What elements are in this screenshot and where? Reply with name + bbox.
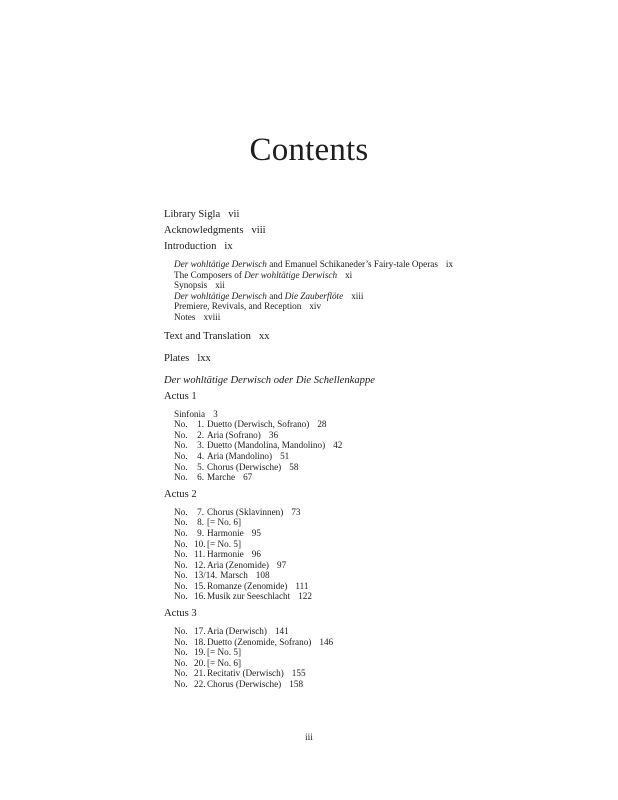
entry-no-prefix: No. xyxy=(174,679,188,690)
entry-page: 28 xyxy=(317,419,327,430)
entry-label: Recitativ (Derwisch) xyxy=(207,668,284,679)
entry-label: Marche xyxy=(207,472,236,483)
toc-subentry-text: Synopsis xyxy=(174,280,208,291)
entry-page: 141 xyxy=(274,626,289,637)
table-of-contents xyxy=(164,207,584,690)
entry-label: Duetto (Derwisch, Sofrano) xyxy=(207,419,310,430)
entry-number: 17. xyxy=(194,626,206,637)
entry-no-prefix: No. xyxy=(174,580,188,591)
toc-subentry[interactable] xyxy=(164,517,584,528)
entry-label: Harmonie xyxy=(207,549,244,560)
entry-no-prefix: No. xyxy=(174,657,188,668)
entry-label: Duetto (Mandolina, Mandolino) xyxy=(207,440,326,451)
toc-subentry-page: xii xyxy=(215,280,225,291)
introduction-subentries xyxy=(164,259,584,323)
entry-no-prefix: No. xyxy=(174,538,188,549)
entry-number: 21. xyxy=(194,668,206,679)
entry-label: [= No. 5] xyxy=(207,538,242,549)
toc-entry-introduction[interactable] xyxy=(164,239,584,255)
entry-label: Harmonie xyxy=(207,527,244,538)
toc-subentry[interactable] xyxy=(164,270,584,281)
entry-number: 22. xyxy=(194,679,206,690)
toc-subentry[interactable] xyxy=(164,430,584,441)
toc-subentry-text: Der wohltätige Derwisch xyxy=(174,290,267,301)
toc-subentry[interactable] xyxy=(164,528,584,539)
toc-subentry[interactable] xyxy=(164,626,584,637)
toc-subentry[interactable] xyxy=(164,312,584,323)
entry-page: 95 xyxy=(251,527,261,538)
entry-no-prefix: No. xyxy=(174,419,188,430)
entry-label: [= No. 5] xyxy=(207,647,242,658)
toc-entry-page: viii xyxy=(251,225,266,236)
toc-subentry[interactable] xyxy=(164,560,584,571)
toc-subentry[interactable] xyxy=(164,462,584,473)
entry-no-prefix: No. xyxy=(174,591,188,602)
toc-subentry[interactable] xyxy=(164,658,584,669)
toc-subentry[interactable] xyxy=(164,507,584,518)
entry-number: 12. xyxy=(194,559,206,570)
entry-label: Romanze (Zenomide) xyxy=(207,580,288,591)
entry-label: Aria (Mandolino) xyxy=(207,450,273,461)
entry-no-prefix: No. xyxy=(174,429,188,440)
entry-no-prefix: No. xyxy=(174,647,188,658)
act-heading: Actus 3 xyxy=(164,608,197,620)
entry-number: 16. xyxy=(194,591,206,602)
entry-no-prefix: No. xyxy=(174,636,188,647)
toc-subentry-text: The Composers of xyxy=(174,269,245,280)
toc-subentry-text: and xyxy=(266,290,285,301)
toc-entry-label: Plates xyxy=(164,352,190,364)
toc-entry-page: vii xyxy=(228,209,240,220)
entry-no-prefix: No. xyxy=(174,559,188,570)
entry-page: 111 xyxy=(295,580,309,591)
toc-subentry-page: xi xyxy=(345,269,353,280)
entry-page: 122 xyxy=(298,591,312,602)
entry-label: Aria (Zenomide) xyxy=(207,559,269,570)
entry-page: 96 xyxy=(251,549,261,560)
toc-subentry[interactable] xyxy=(164,637,584,648)
entry-page: 36 xyxy=(268,429,279,440)
entry-no-prefix: No. xyxy=(174,461,188,472)
entry-number: 2. xyxy=(197,429,204,440)
entry-label: [= No. 6] xyxy=(207,657,242,668)
toc-entry-label: Introduction xyxy=(164,241,217,252)
entry-label: Duetto (Zenomide, Sofrano) xyxy=(207,636,312,647)
entry-label: Aria (Sofrano) xyxy=(207,429,261,440)
toc-subentry[interactable] xyxy=(164,647,584,658)
entry-label: Aria (Derwisch) xyxy=(207,626,267,637)
toc-subentry-text: Der wohltätige Derwisch xyxy=(174,259,267,269)
entry-number: 20. xyxy=(194,657,206,668)
toc-subentry[interactable] xyxy=(164,280,584,291)
entry-page: 146 xyxy=(319,636,334,647)
entry-no-prefix: No. xyxy=(174,472,188,483)
toc-entry-library-sigla[interactable] xyxy=(164,207,584,223)
act-heading: Actus 1 xyxy=(164,390,197,402)
toc-entry-page: xx xyxy=(258,330,270,342)
toc-subentry[interactable] xyxy=(164,668,584,679)
page-title: Contents xyxy=(249,132,369,168)
toc-entry-acknowledgments[interactable] xyxy=(164,223,584,239)
acts-list xyxy=(164,389,584,690)
entry-number: 6. xyxy=(197,472,204,483)
entry-page: 3 xyxy=(213,408,218,419)
toc-entry-label: Acknowledgments xyxy=(164,225,244,236)
entry-page: 158 xyxy=(289,679,304,690)
entry-no-prefix: No. xyxy=(174,450,188,461)
toc-subentry[interactable] xyxy=(164,291,584,302)
toc-subentry[interactable] xyxy=(164,591,584,602)
entry-label: Chorus (Derwische) xyxy=(207,461,282,472)
entry-number: 4. xyxy=(197,450,204,461)
entry-label: Chorus (Derwische) xyxy=(207,679,282,690)
page-number: iii xyxy=(305,733,313,743)
toc-subentry-text: Premiere, Revivals, and Reception xyxy=(174,301,302,312)
entry-page: 58 xyxy=(289,461,299,472)
entry-number: 11. xyxy=(194,549,206,560)
entry-label: Musik zur Seeschlacht xyxy=(207,591,291,602)
entry-label: Chorus (Sklavinnen) xyxy=(207,506,284,517)
entry-number: 5. xyxy=(197,461,204,472)
entry-number: 19. xyxy=(194,647,206,658)
entry-no-prefix: No. xyxy=(174,626,188,637)
entry-label: Marsch xyxy=(220,570,248,581)
toc-subentry-text: and Emanuel Schikaneder’s Fairy-tale Operas xyxy=(266,259,438,269)
toc-subentry-page: ix xyxy=(445,259,454,269)
entry-number: 7. xyxy=(197,506,204,517)
toc-subentry[interactable] xyxy=(164,259,584,270)
entry-no-prefix: No. xyxy=(174,570,188,581)
toc-subentry-text: Notes xyxy=(174,311,196,322)
entry-page: 97 xyxy=(277,559,287,570)
toc-subentry[interactable] xyxy=(164,581,584,592)
toc-subentry-text: Die Zauberflöte xyxy=(284,290,344,301)
entry-page: 73 xyxy=(291,506,301,517)
act-heading: Actus 2 xyxy=(164,488,197,500)
toc-entry-page: ix xyxy=(224,241,233,252)
toc-subentry[interactable] xyxy=(164,409,584,420)
work-title: Der wohltätige Derwisch oder Die Schellenkappe xyxy=(164,374,375,386)
toc-subentry[interactable] xyxy=(164,451,584,462)
toc-subentry[interactable] xyxy=(164,440,584,451)
entry-number: 8. xyxy=(197,517,204,528)
toc-subentry[interactable] xyxy=(164,472,584,483)
entry-page: 108 xyxy=(255,570,270,581)
toc-subentry-page: xiii xyxy=(351,290,364,301)
entry-number: 3. xyxy=(197,440,204,451)
toc-subentry-page: xviii xyxy=(203,311,221,322)
entry-page: 155 xyxy=(291,668,306,679)
entry-number: 1. xyxy=(197,419,204,430)
entry-label: [= No. 6] xyxy=(207,517,242,528)
toc-entry-page: lxx xyxy=(197,352,211,364)
entry-number: 10. xyxy=(194,538,206,549)
toc-entry-label: Text and Translation xyxy=(164,330,251,342)
entry-no-prefix: No. xyxy=(174,527,188,538)
toc-subentry[interactable] xyxy=(164,549,584,560)
toc-subentry-text: Der wohltätige Derwisch xyxy=(244,269,338,280)
toc-entry-text-translation[interactable] xyxy=(164,329,584,345)
entry-page: 51 xyxy=(280,450,290,461)
entry-number: 15. xyxy=(194,580,206,591)
entry-no-prefix: No. xyxy=(174,668,188,679)
entry-number: 9. xyxy=(197,527,204,538)
toc-subentry-page: xiv xyxy=(309,301,322,312)
toc-subentry[interactable] xyxy=(164,539,584,550)
toc-entry-label: Library Sigla xyxy=(164,209,221,220)
entry-number: 13/14. xyxy=(194,570,218,581)
entry-no-prefix: No. xyxy=(174,517,188,528)
entry-page: 67 xyxy=(243,472,253,483)
entry-number: 18. xyxy=(194,636,206,647)
entry-label: Sinfonia xyxy=(174,408,206,419)
entry-no-prefix: No. xyxy=(174,440,188,451)
entry-no-prefix: No. xyxy=(174,506,188,517)
entry-page: 42 xyxy=(333,440,343,451)
toc-subentry[interactable] xyxy=(164,301,584,312)
toc-subentry[interactable] xyxy=(164,570,584,581)
toc-subentry[interactable] xyxy=(164,419,584,430)
entry-no-prefix: No. xyxy=(174,549,188,560)
toc-subentry[interactable] xyxy=(164,679,584,690)
toc-entry-plates[interactable] xyxy=(164,351,584,367)
